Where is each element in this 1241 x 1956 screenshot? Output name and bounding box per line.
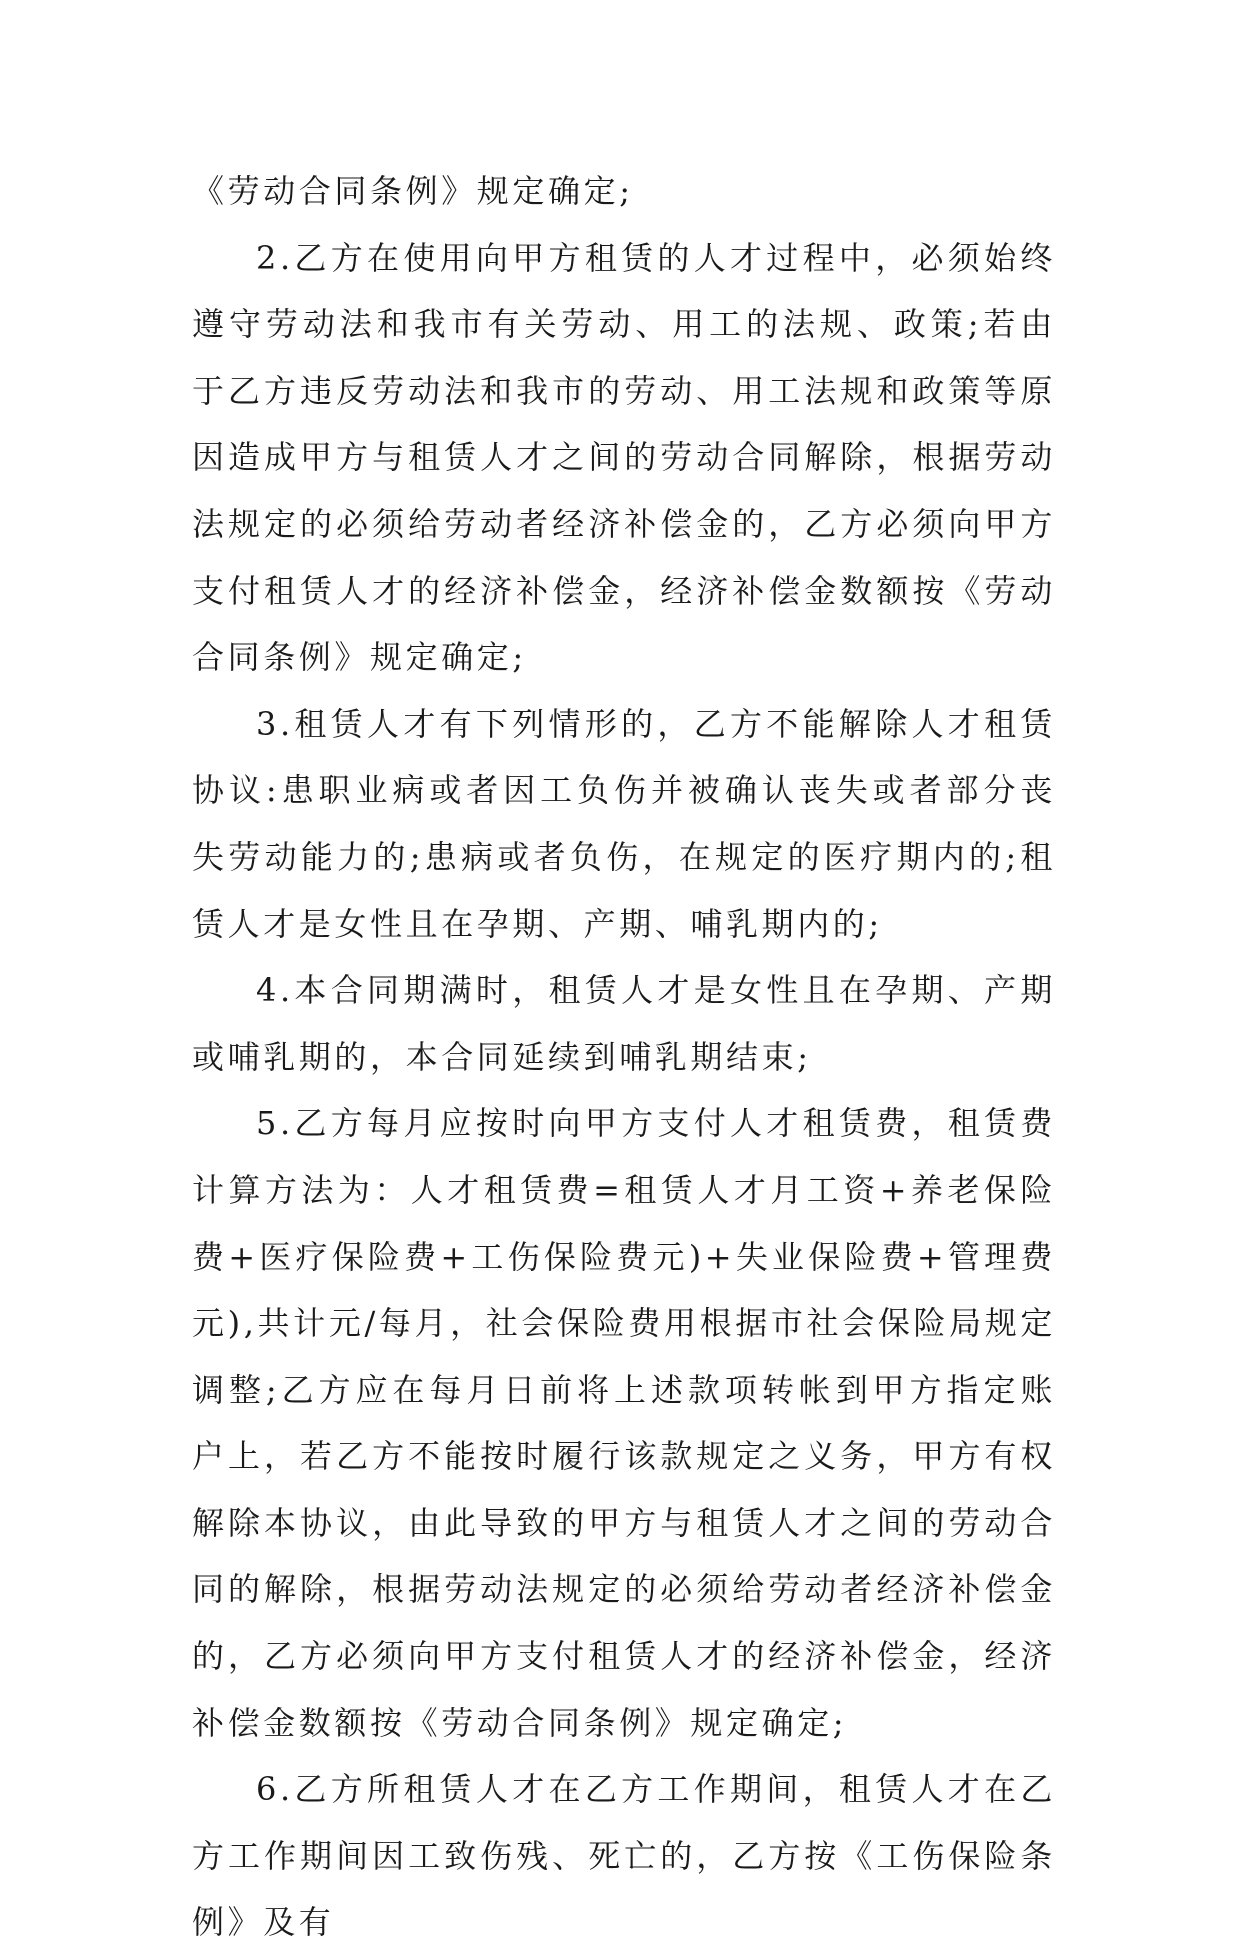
paragraph-clause-2: 2.乙方在使用向甲方租赁的人才过程中，必须始终遵守劳动法和我市有关劳动、用工的法规、政策;若由于乙方违反劳动法和我市的劳动、用工法规和政策等原因造成甲方与租赁人才之间的劳动合同解除，根据劳动法规定的必须给劳动者经济补偿金的，乙方必须向甲方支付租赁人才的经济补偿金，经济补偿金数额按《劳动合同条例》规定确定; xyxy=(192,238,1056,677)
paragraph-clause-4: 4.本合同期满时，租赁人才是女性且在孕期、产期或哺乳期的，本合同延续到哺乳期结束; xyxy=(192,971,1056,1076)
paragraph-clause-6: 6.乙方所租赁人才在乙方工作期间，租赁人才在乙方工作期间因工致伤残、死亡的，乙方按《工伤保险条例》及有 xyxy=(192,1770,1056,1942)
paragraph-continuation: 《劳动合同条例》规定确定; xyxy=(192,172,634,210)
document-body xyxy=(192,158,1056,1956)
paragraph-clause-3: 3.租赁人才有下列情形的，乙方不能解除人才租赁协议:患职业病或者因工负伤并被确认丧失或者部分丧失劳动能力的;患病或者负伤，在规定的医疗期内的;租赁人才是女性且在孕期、产期、哺乳期内的; xyxy=(192,704,1056,943)
paragraph-clause-5: 5.乙方每月应按时向甲方支付人才租赁费，租赁费计算方法为：人才租赁费=租赁人才月工资+养老保险费+医疗保险费+工伤保险费元)+失业保险费+管理费元),共计元/每月，社会保险费用根据市社会保险局规定调整;乙方应在每月日前将上述款项转帐到甲方指定账户上，若乙方不能按时履行该款规定之义务，甲方有权解除本协议，由此导致的甲方与租赁人才之间的劳动合同的解除，根据劳动法规定的必须给劳动者经济补偿金的，乙方必须向甲方支付租赁人才的经济补偿金，经济补偿金数额按《劳动合同条例》规定确定; xyxy=(192,1104,1056,1742)
